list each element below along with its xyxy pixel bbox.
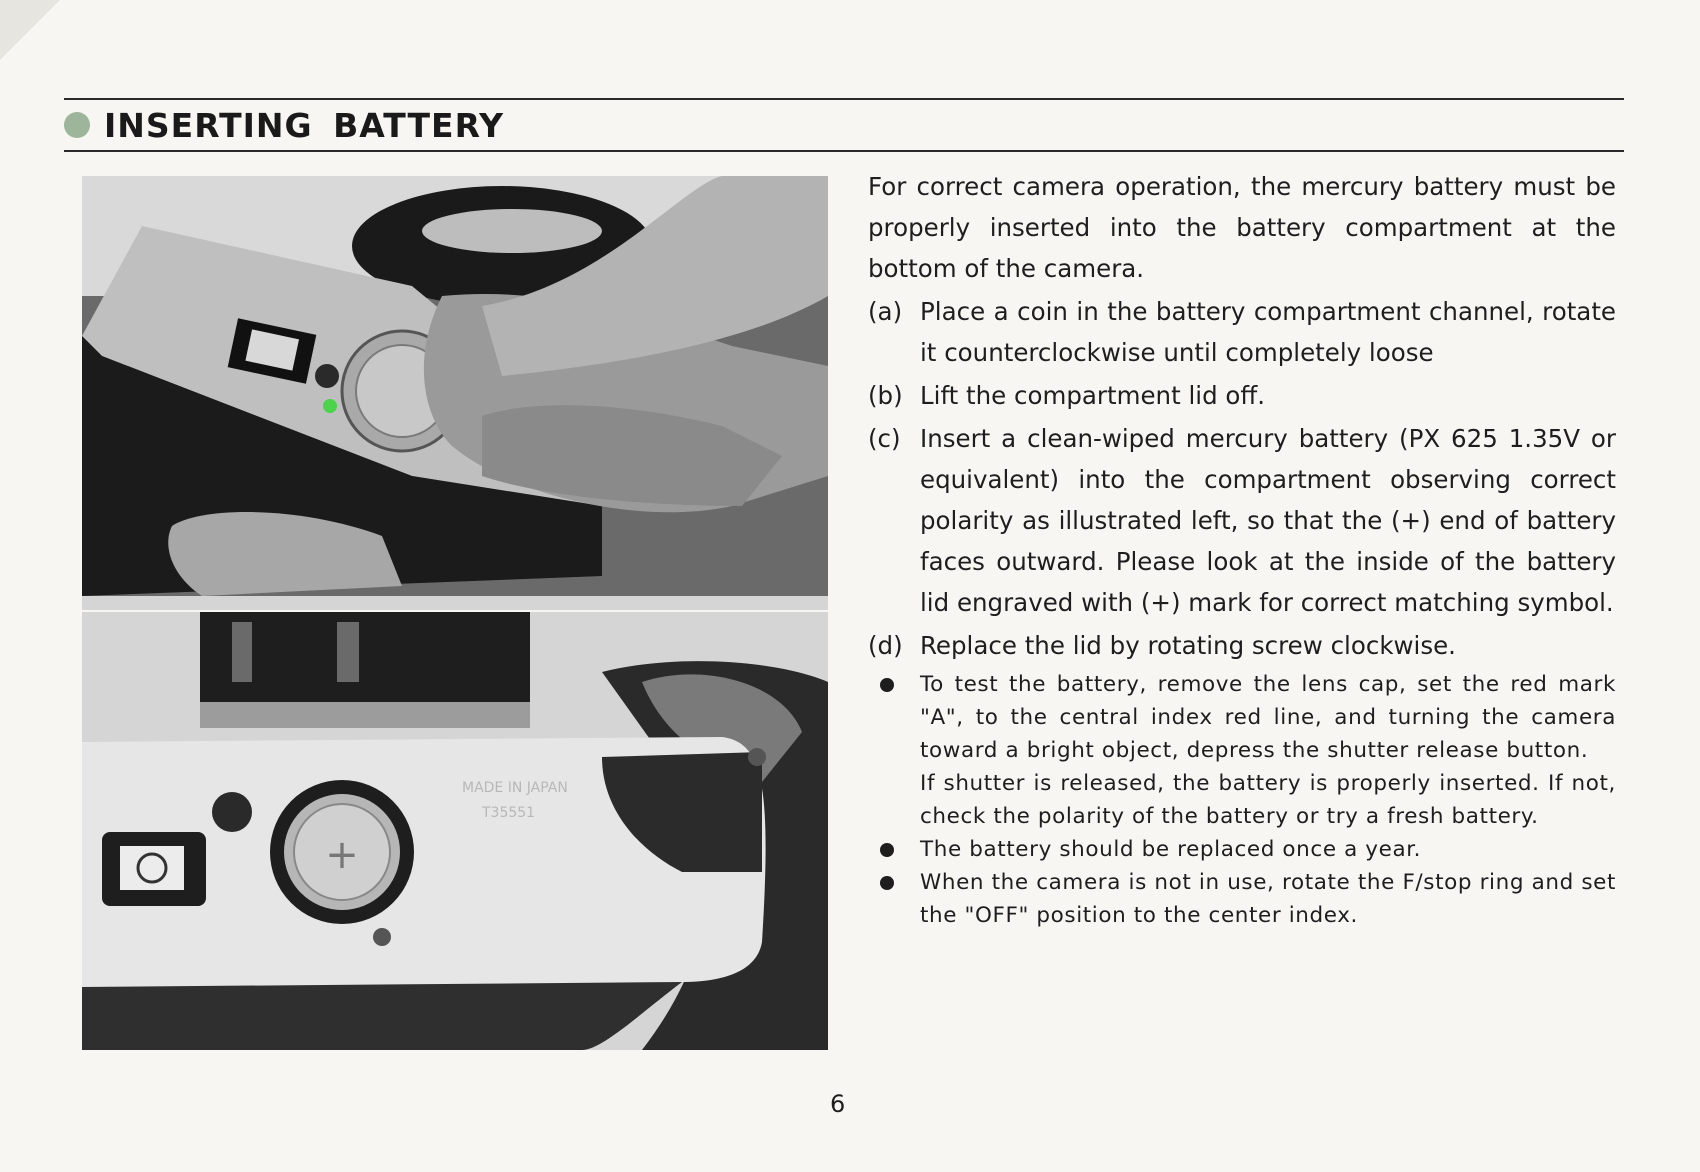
note-off-position	[868, 866, 1616, 932]
bullet-icon	[880, 843, 894, 857]
step-text: Place a coin in the battery compartment channel, rotate it counterclockwise until completely loose	[920, 297, 1616, 367]
step-label: (a)	[868, 297, 903, 326]
bullet-icon	[880, 876, 894, 890]
instructions-column	[868, 166, 1616, 932]
section-header	[64, 102, 504, 148]
step-text: Lift the compartment lid off.	[920, 381, 1266, 410]
page-corner-shadow	[0, 0, 60, 60]
step-d	[868, 625, 1616, 666]
step-c	[868, 418, 1616, 623]
step-a	[868, 291, 1616, 373]
header-bottom-rule	[64, 150, 1624, 152]
page-number: 6	[830, 1090, 846, 1118]
step-label: (b)	[868, 381, 903, 410]
note-text: To test the battery, remove the lens cap, set the red mark "A", to the central index red line, and turning the camera toward a bright object, depress the shutter release button.	[920, 672, 1616, 763]
step-label: (c)	[868, 424, 901, 453]
note-text: The battery should be replaced once a year.	[920, 837, 1422, 862]
svg-text:+: +	[325, 832, 359, 878]
engraving-serial: T35551	[482, 805, 536, 821]
intro-paragraph: For correct camera operation, the mercury battery must be properly inserted into the battery compartment at the bottom of the camera.	[868, 172, 1616, 283]
note-continuation: If shutter is released, the battery is properly inserted. If not, check the polarity of the battery or try a fresh battery.	[920, 771, 1616, 829]
step-text: Replace the lid by rotating screw clockwise.	[920, 631, 1456, 660]
page-title: INSERTING BATTERY	[104, 105, 505, 145]
header-top-rule	[64, 98, 1624, 100]
bullet-icon	[880, 678, 894, 692]
photo-battery-polarity	[82, 612, 828, 1050]
section-bullet-icon	[64, 112, 90, 138]
engraving-made-in-japan: MADE IN JAPAN	[462, 780, 568, 796]
note-replace-yearly	[868, 833, 1616, 866]
photo-coin-in-battery-channel	[82, 176, 828, 610]
note-battery-test	[868, 668, 1616, 833]
note-text: When the camera is not in use, rotate the F/stop ring and set the "OFF" position to the center index.	[920, 870, 1616, 928]
step-b	[868, 375, 1616, 416]
step-text: Insert a clean-wiped mercury battery (PX 625 1.35V or equivalent) into the compartment observing correct polarity as illustrated left, so that the (+) end of battery faces outward. Please look at the inside of the battery lid engraved with (+) mark for correct matching symbol.	[920, 424, 1616, 617]
step-label: (d)	[868, 631, 903, 660]
